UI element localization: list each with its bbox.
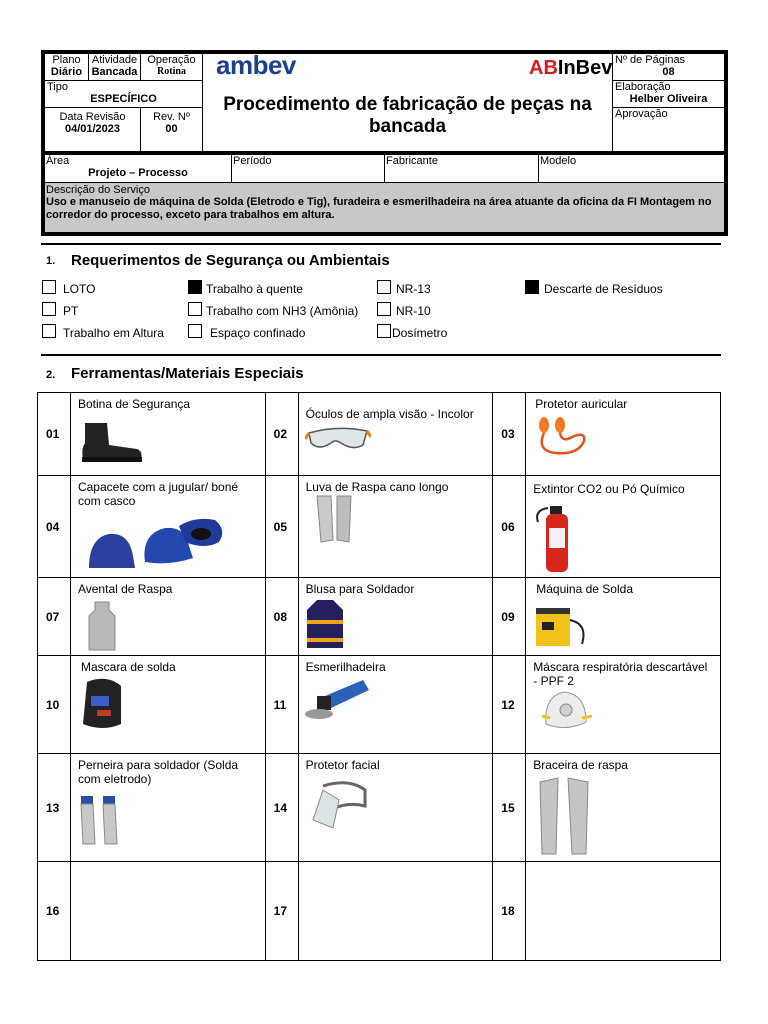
plano-cell — [44, 53, 89, 81]
tool-number: 01 — [38, 393, 71, 476]
divider — [41, 354, 721, 356]
rev-cell — [140, 107, 203, 152]
tool-number: 15 — [493, 754, 526, 862]
section2-number: 2. — [46, 369, 56, 381]
tool-label: Avental de Raspa — [77, 582, 173, 596]
area-label: Área — [46, 155, 70, 167]
tool-label: Protetor facial — [305, 758, 380, 772]
operacao-value: Rotina — [157, 66, 186, 77]
tool-number: 09 — [493, 578, 526, 656]
tool-cell — [298, 578, 493, 656]
table-row — [38, 754, 721, 862]
section1-number: 1. — [46, 255, 56, 267]
tool-cell — [298, 862, 493, 961]
jacket-icon — [305, 598, 345, 652]
table-row — [38, 656, 721, 754]
glove-icon — [313, 494, 357, 544]
glasses-icon — [305, 423, 371, 455]
data-revisao-cell — [44, 107, 141, 152]
tool-number: 12 — [493, 656, 526, 754]
face-shield-icon — [309, 776, 369, 830]
tool-cell — [526, 862, 721, 961]
area-value: Projeto – Processo — [88, 167, 188, 179]
periodo-label: Período — [233, 155, 272, 167]
helmet-icon — [85, 516, 235, 576]
tool-cell — [298, 656, 493, 754]
checkbox-descarte-residuos[interactable] — [525, 280, 539, 294]
checkbox-label: Trabalho à quente — [206, 282, 303, 296]
tool-number: 02 — [265, 393, 298, 476]
checkbox-nh3[interactable] — [188, 302, 202, 316]
table-row — [38, 862, 721, 961]
atividade-value: Bancada — [91, 66, 138, 78]
tool-cell — [70, 393, 265, 476]
tool-number: 04 — [38, 476, 71, 578]
plano-label: Plano — [52, 54, 81, 66]
tool-label: Blusa para Soldador — [305, 582, 415, 596]
earplug-icon — [532, 415, 592, 459]
tool-cell — [70, 656, 265, 754]
elaboracao-value: Helber Oliveira — [629, 93, 708, 105]
operacao-cell — [140, 53, 203, 81]
grinder-icon — [303, 674, 373, 724]
sleeve-icon — [536, 774, 596, 858]
checkbox-dosimetro[interactable] — [377, 324, 391, 338]
descricao-label: Descrição do Serviço — [46, 184, 150, 196]
tool-cell — [526, 754, 721, 862]
tool-number: 05 — [265, 476, 298, 578]
atividade-cell — [88, 53, 141, 81]
rev-value: 00 — [165, 123, 178, 135]
tool-cell — [70, 476, 265, 578]
tool-cell — [526, 578, 721, 656]
apron-icon — [85, 600, 119, 652]
tool-number: 13 — [38, 754, 71, 862]
checkbox-pt[interactable] — [42, 302, 56, 316]
tool-number: 06 — [493, 476, 526, 578]
elaboracao-label: Elaboração — [615, 81, 671, 93]
title-cell — [202, 50, 613, 152]
tool-label: Capacete com a jugular/ boné com casco — [77, 480, 239, 508]
tipo-cell — [44, 80, 203, 108]
checkbox-label: Descarte de Resíduos — [544, 282, 663, 296]
operacao-label: Operação — [147, 54, 196, 66]
checkbox-label: Dosímetro — [392, 326, 448, 340]
checkbox-label: Espaço confinado — [210, 326, 306, 340]
table-row — [38, 476, 721, 578]
ambev-logo: ambev — [216, 50, 296, 80]
fabricante-cell — [384, 154, 539, 183]
checkbox-label: Trabalho com NH3 (Amônia) — [206, 304, 359, 318]
section1-title: Requerimentos de Segurança ou Ambientais — [71, 252, 390, 269]
abinbev-logo: ABInBev — [529, 57, 613, 79]
tool-cell — [298, 476, 493, 578]
aprovacao-cell — [612, 107, 725, 152]
boot-icon — [77, 419, 147, 465]
checkbox-trabalho-altura[interactable] — [42, 324, 56, 338]
tool-cell — [526, 476, 721, 578]
page-title: Procedimento de fabricação de peças na bancada — [223, 94, 592, 137]
data-revisao-value: 04/01/2023 — [64, 123, 121, 135]
tool-cell — [526, 393, 721, 476]
tool-number: 16 — [38, 862, 71, 961]
tool-label: Extintor CO2 ou Pó Químico — [533, 482, 685, 496]
tool-number: 08 — [265, 578, 298, 656]
tool-label: Mascara de solda — [80, 660, 176, 674]
divider — [41, 243, 721, 245]
aprovacao-label: Aprovação — [615, 108, 668, 120]
extinguisher-icon — [532, 502, 580, 574]
area-cell — [44, 154, 232, 183]
descricao-cell — [44, 182, 725, 233]
plano-value: Diário — [50, 66, 83, 78]
checkbox-label: NR-10 — [396, 304, 431, 318]
tool-number: 14 — [265, 754, 298, 862]
tool-label: Esmerilhadeira — [305, 660, 386, 674]
table-row — [38, 393, 721, 476]
tool-label: Botina de Segurança — [77, 397, 191, 411]
checkbox-trabalho-quente[interactable] — [188, 280, 202, 294]
checkbox-espaco-confinado[interactable] — [188, 324, 202, 338]
tool-cell — [70, 862, 265, 961]
tool-cell — [298, 393, 493, 476]
tool-label: Máquina de Solda — [536, 582, 633, 596]
checkbox-nr13[interactable] — [377, 280, 391, 294]
rev-label: Rev. Nº — [153, 111, 190, 123]
checkbox-label: PT — [63, 304, 79, 318]
elaboracao-cell — [612, 80, 725, 108]
paginas-cell — [612, 53, 725, 81]
tool-label: Braceira de raspa — [533, 758, 628, 772]
welding-machine-icon — [532, 600, 592, 650]
descricao-value: Uso e manuseio de máquina de Solda (Eletrodo e Tig), furadeira e esmerilhadeira na área atuante da oficina da FI Montagem no corredor do processo, exceto para trabalhos em altura. — [46, 196, 712, 221]
tool-cell — [526, 656, 721, 754]
section2-title: Ferramentas/Materiais Especiais — [71, 365, 304, 382]
respirator-icon — [536, 686, 596, 736]
tool-cell — [70, 578, 265, 656]
data-revisao-label: Data Revisão — [59, 111, 126, 123]
modelo-cell — [538, 154, 725, 183]
tool-label: Perneira para soldador (Solda com eletrodo) — [77, 758, 239, 786]
tool-number: 07 — [38, 578, 71, 656]
checkbox-label: LOTO — [63, 282, 96, 296]
tool-label: Luva de Raspa cano longo — [305, 480, 449, 494]
tool-number: 11 — [265, 656, 298, 754]
tool-label: Protetor auricular — [535, 397, 628, 411]
document-header — [41, 50, 728, 236]
tools-table — [37, 392, 721, 961]
checkbox-nr10[interactable] — [377, 302, 391, 316]
tool-cell — [298, 754, 493, 862]
leg-guard-icon — [77, 794, 123, 848]
modelo-label: Modelo — [540, 155, 577, 167]
tipo-value: ESPECÍFICO — [90, 93, 157, 105]
paginas-value: 08 — [662, 66, 675, 78]
checkbox-label: NR-13 — [396, 282, 431, 296]
tool-number: 17 — [265, 862, 298, 961]
atividade-label: Atividade — [91, 54, 138, 66]
fabricante-label: Fabricante — [386, 155, 438, 167]
checkbox-loto[interactable] — [42, 280, 56, 294]
tipo-label: Tipo — [47, 81, 68, 93]
tool-number: 03 — [493, 393, 526, 476]
paginas-label: Nº de Páginas — [615, 54, 686, 66]
checkbox-label: Trabalho em Altura — [63, 326, 164, 340]
tool-cell — [70, 754, 265, 862]
tool-number: 18 — [493, 862, 526, 961]
table-row — [38, 578, 721, 656]
welding-mask-icon — [77, 676, 127, 732]
tool-number: 10 — [38, 656, 71, 754]
tool-label: Máscara respiratória descartável - PPF 2 — [533, 660, 708, 688]
periodo-cell — [231, 154, 385, 183]
tool-label: Óculos de ampla visão - Incolor — [305, 407, 474, 421]
